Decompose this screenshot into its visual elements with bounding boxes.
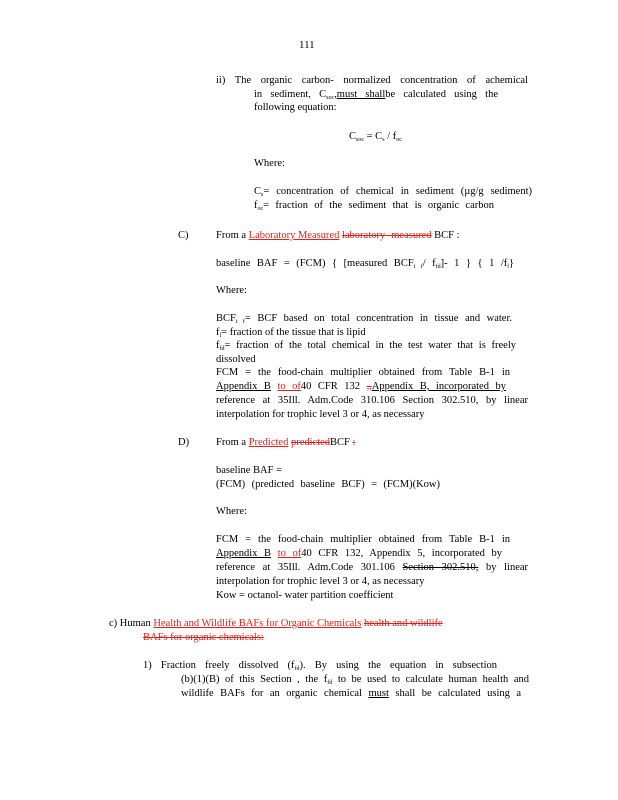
c-human-heading-cont: BAFs for organic chemicals: [143,632,264,643]
c-def-bcf: $BCF_{t f}=$ BCF based on total concentration in tissue and water. [216,313,512,325]
d-kow: Kow = octanol- water partition coefficient [216,590,394,601]
c-heading: From a Laboratory Measured laboratory- measured BCF : [216,230,460,241]
d-heading: From a Predicted predictedBCF : [216,437,356,448]
c-fcm-3: reference at 35Ill. Adm.Code 310.106 Section 302.510, by linear [216,395,528,406]
c-human-heading: c) Human Health and Wildlife BAFs for Organic Chemicals health and wildlife [109,618,443,629]
one-line-1: 1) Fraction freely dissolved $(f_{fd})$. By using the equation in subsection [143,660,497,672]
ii-where: Where: [254,158,285,169]
d-baf-1: baseline BAF = [216,465,282,476]
one-line-3: wildlife BAFs for an organic chemical must shall be calculated using a [181,688,522,699]
deleted-text: laboratory- measured [341,230,432,241]
ii-line-1: ii) The organic carbon- normalized concentration of achemical [216,75,528,86]
c-fcm-4: interpolation for trophic level 3 or 4, as necessary [216,409,425,420]
c-def-ffd: $f_{fd}=$ fraction of the total chemical in the test water that is freely [216,340,516,352]
page-number: 111 [299,39,315,51]
c-label: C) [178,230,189,241]
ii-def-foc: $f_{oc}=$ fraction of the sediment that is organic carbon [254,200,494,212]
ii-line-2: in sediment, $C_{soc},must$ shallbe calculated using the [254,89,498,101]
d-fcm-1: FCM = the food-chain multiplier obtained from Table B-1 in [216,534,510,545]
one-line-2: (b)(1)(B) of this Section , the $f_{fd}$ to be used to calculate human health and [181,674,529,686]
c-def-ffd-cont: dissolved [216,354,256,365]
equation-soc: $C_{soc} = C_s / f_{oc}$ [349,131,402,143]
c-where: Where: [216,285,247,296]
c-fcm-2: Appendix B to of40 CFR 132 ,,Appendix B, incorporated by [216,381,506,392]
d-fcm-2: Appendix B to of40 CFR 132, Appendix 5, incorporated by [216,548,502,559]
c-def-fl: $f_l=$ fraction of the tissue that is lipid [216,327,366,339]
c-fcm-1: FCM = the food-chain multiplier obtained from Table B-1 in [216,367,510,378]
d-where: Where: [216,506,247,517]
ii-line-3: following equation: [254,102,337,113]
c-baf-equation: baseline BAF = (FCM) { [measured $BCF_{t f}/$ $f_{fd}]-$ 1 } { 1 $/f_l$} [216,258,514,270]
inserted-text: Laboratory Measured [248,230,340,241]
must-underlined: must shall [336,89,386,100]
d-baf-2: (FCM) (predicted baseline BCF) = (FCM)(Kow) [216,479,440,490]
d-fcm-3: reference at 35Ill. Adm.Code 301.106 Section 302.510, by linear [216,562,529,573]
d-fcm-4: interpolation for trophic level 3 or 4, as necessary [216,576,425,587]
ii-def-cs: $C_s=$ concentration of chemical in sediment (µg/g sediment) [254,186,532,198]
d-label: D) [178,437,190,448]
